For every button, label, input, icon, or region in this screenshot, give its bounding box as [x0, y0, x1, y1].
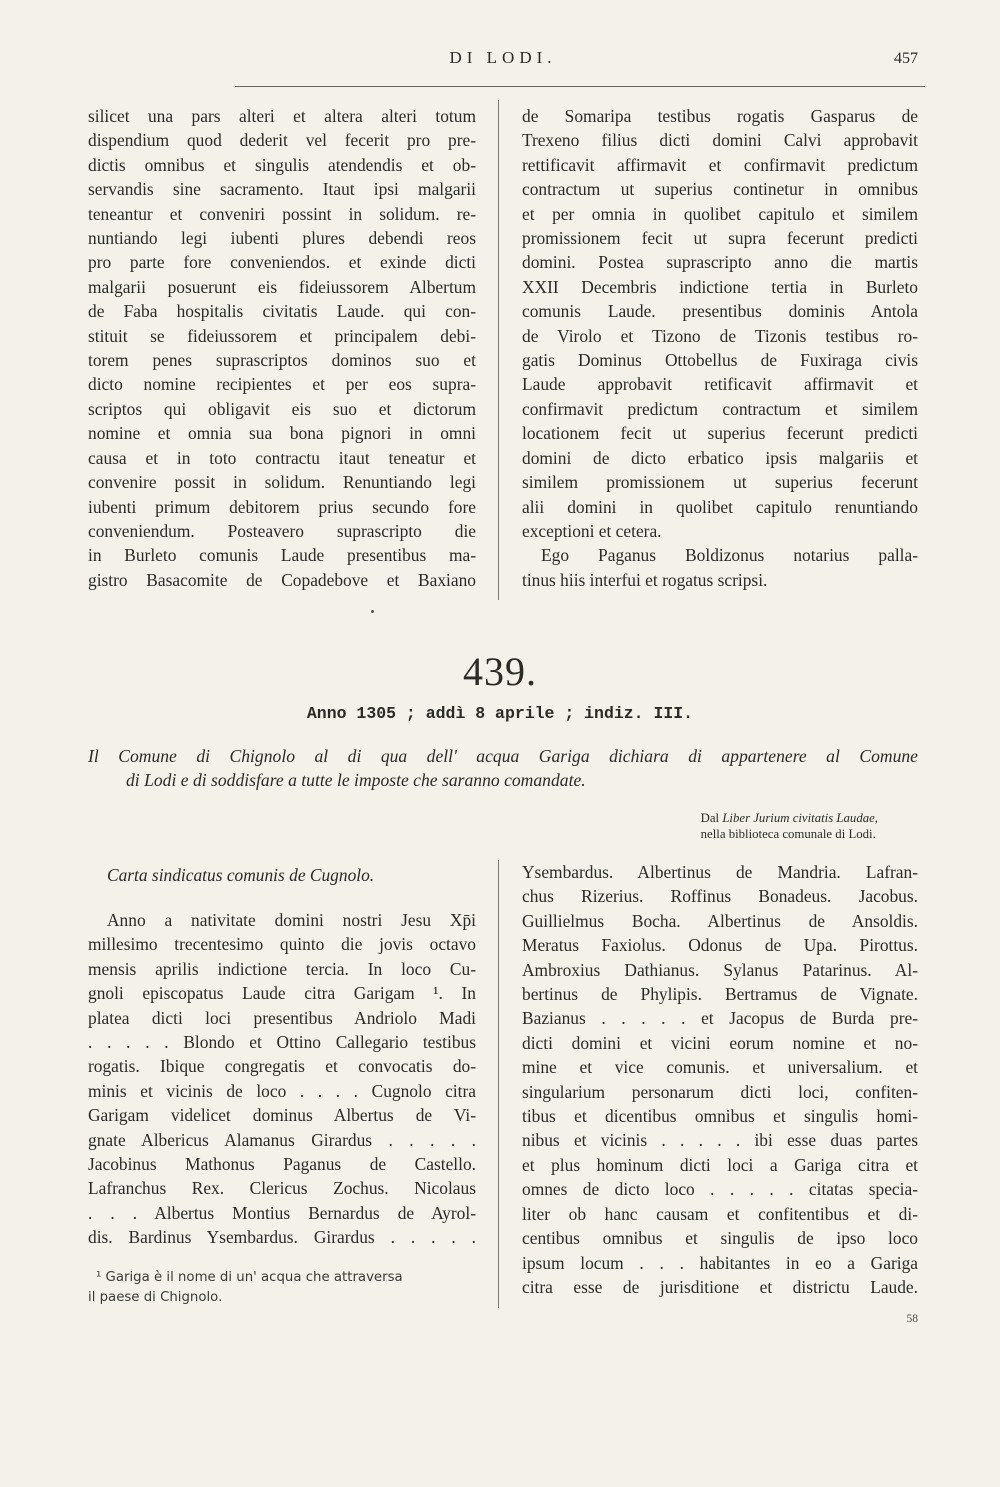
text-line: teneantur et conveniri possint in solidum. re-	[88, 203, 476, 224]
text-line: platea dicti loci presentibus Andriolo Madi	[88, 1007, 476, 1028]
summary-line: Il Comune di Chignolo al di qua dell' acqua Gariga dichiara di appartenere al Comune	[88, 746, 918, 766]
text-line: de Virolo et Tizono de Tizonis testibus ro-	[522, 325, 918, 346]
summary-line: di Lodi e di soddisfare a tutte le imposte che saranno comandate.	[126, 770, 586, 790]
text-line: nomine et omnia sua bona pignori in omni	[88, 423, 476, 444]
text-line: comunis Laude. presentibus dominis Antola	[522, 301, 918, 322]
text-line: chus Rizerius. Roffinus Bonadeus. Jacobus.	[522, 886, 918, 907]
footnote	[88, 1268, 480, 1308]
text-line: contractum ut superius continetur in omnibus	[522, 179, 918, 200]
document-summary	[88, 744, 918, 792]
text-line: locationem fecit ut superius fecerunt predicti	[522, 423, 918, 444]
text-line: causa et in toto contractu itaut teneatur et	[88, 447, 476, 468]
text-line: gnoli episcopatus Laude citra Garigam ¹. In	[88, 983, 476, 1004]
text-line: nuntiando legi iubenti plures debendi reos	[88, 228, 476, 249]
document-date: Anno 1305 ; addì 8 aprile ; indiz. III.	[306, 704, 694, 723]
text-line: Jacobinus Mathonus Paganus de Castello.	[88, 1154, 476, 1175]
notary-closing-line: tinus hiis interfui et rogatus scripsi.	[522, 569, 768, 590]
text-line: minis et vicinis de loco . . . . Cugnolo citra	[88, 1080, 476, 1101]
text-line: iubenti primum debitorem prius secundo fore	[88, 496, 476, 517]
notary-closing-line: Ego Paganus Boldizonus notarius palla-	[541, 545, 918, 566]
text-line: silicet una pars alteri et altera alteri totum	[88, 106, 476, 126]
running-title: DI LODI.	[449, 48, 557, 67]
text-line: malgarii posuerunt eis fideiussorem Albertum	[88, 276, 476, 297]
text-line: dis. Bardinus Ysembardus. Girardus . . . . .	[88, 1227, 476, 1248]
column-divider	[498, 100, 499, 600]
text-line: confirmavit predictum contractum et similem	[522, 398, 918, 419]
text-line: dispendium quod dederit vel fecerit pro pre-	[88, 130, 476, 151]
lower-left-column	[88, 908, 476, 1250]
text-line: dicti domini et vicini eorum nomine et no-	[522, 1032, 918, 1053]
text-line: torem penes suprascriptos dominos suo et	[88, 350, 476, 371]
text-line: Ysembardus. Albertinus de Mandria. Lafran-	[522, 862, 918, 882]
text-line: et per omnia in quolibet capitulo et similem	[522, 203, 918, 224]
text-line: liter ob hanc causam et confitentibus et di-	[522, 1203, 918, 1224]
text-line: gnate Albericus Alamanus Girardus . . . . .	[88, 1129, 476, 1150]
text-line: servandis sine sacramento. Itaut ipsi malgarii	[88, 179, 476, 200]
text-line: Bazianus . . . . . et Jacopus de Burda pre-	[522, 1008, 918, 1029]
text-line: mensis aprilis indictione tercia. In loco Cu-	[88, 958, 476, 979]
text-line: domini. Postea suprascripto anno die martis	[522, 252, 918, 273]
source-title: Liber Jurium civitatis Laudae,	[722, 811, 878, 825]
text-line: gatis Dominus Ottobellus de Fuxiraga civis	[522, 350, 918, 371]
header-rule	[235, 86, 925, 87]
lower-right-column	[522, 860, 918, 1299]
text-line: in Burleto comunis Laude presentibus ma-	[88, 545, 476, 566]
text-line: dicto nomine recipientes et per eos supra-	[88, 374, 476, 395]
upper-left-column	[88, 104, 476, 592]
footnote-line: il paese di Chignolo.	[88, 1290, 223, 1305]
document-number: 439.	[463, 649, 537, 694]
text-line: Trexeno filius dicti domini Calvi approbavit	[522, 130, 918, 151]
text-line: alii domini in quolibet capitulo renuntiando	[522, 496, 918, 517]
text-line: centibus omnibus et singulis de ipso loco	[522, 1228, 918, 1249]
text-line: de Faba hospitalis civitatis Laude. qui con-	[88, 301, 476, 322]
column-divider	[498, 860, 499, 1308]
text-line: nibus et vicinis . . . . . ibi esse duas partes	[522, 1130, 918, 1151]
text-line: . . . Albertus Montius Bernardus de Ayrol-	[88, 1202, 476, 1223]
text-line: singularium personarum dicti loci, confiten-	[522, 1081, 918, 1102]
text-line: Ambroxius Dathianus. Sylanus Patarinus. Al-	[522, 959, 918, 980]
text-line: similem promissionem ut superius fecerunt	[522, 472, 918, 493]
page-number: 457	[894, 50, 918, 67]
text-line: . . . . . Blondo et Ottino Callegario testibus	[88, 1032, 476, 1053]
signature-mark: 58	[906, 1313, 918, 1325]
text-line: de Somaripa testibus rogatis Gasparus de	[522, 106, 918, 126]
text-line: domini de dicto erbatico ipsis malgariis et	[522, 447, 918, 468]
running-head	[88, 46, 918, 74]
text-line: pro parte fore conveniendos. et exinde dicti	[88, 252, 476, 273]
text-line: tibus et dicentibus omnibus et singulis homi-	[522, 1106, 918, 1127]
text-line: omnes de dicto loco . . . . . citatas specia-	[522, 1179, 918, 1200]
text-line: scriptos qui obligavit eis suo et dictorum	[88, 398, 476, 419]
source-line: nella biblioteca comunale di Lodi.	[700, 827, 876, 841]
upper-right-column	[522, 104, 918, 592]
footnote-line: ¹ Gariga è il nome di un' acqua che attraversa	[96, 1270, 403, 1285]
source-line	[701, 810, 878, 826]
text-line: Guillielmus Bocha. Albertinus de Ansoldis.	[522, 910, 918, 931]
text-line: bertinus de Phylipis. Bertramus de Vignate.	[522, 984, 918, 1005]
text-line: stituit se fideiussorem et principalem debi-	[88, 325, 476, 346]
text-line: exceptioni et cetera.	[522, 520, 662, 541]
text-line: XXII Decembris indictione tertia in Burleto	[522, 276, 918, 297]
text-line: rettificavit affirmavit et confirmavit predictum	[522, 154, 918, 175]
source-prefix: Dal	[700, 811, 723, 825]
text-line: Garigam videlicet dominus Albertus de Vi-	[88, 1105, 476, 1126]
text-line: promissionem fecit ut supra fecerunt predicti	[522, 228, 918, 249]
text-line: conveniendum. Posteavero suprascripto die	[88, 520, 476, 541]
text-line: Meratus Faxiolus. Odonus de Upa. Pirottus.	[522, 935, 918, 956]
text-line: convenire possit in solidum. Renuntiando legi	[88, 472, 476, 493]
text-line: citra esse de jurisditione et districtu Laude.	[522, 1276, 918, 1297]
carta-title: Carta sindicatus comunis de Cugnolo.	[107, 865, 375, 885]
text-line: gistro Basacomite de Copadebove et Baxiano	[88, 569, 476, 590]
text-line: rogatis. Ibique congregatis et convocatis do-	[88, 1056, 476, 1077]
text-line: dictis omnibus et singulis atendendis et ob-	[88, 154, 476, 175]
print-speck	[371, 610, 374, 613]
text-line: ipsum locum . . . habitantes in eo a Gariga	[522, 1252, 918, 1273]
text-line: Lafranchus Rex. Clericus Zochus. Nicolaus	[88, 1178, 476, 1199]
document-source	[701, 810, 878, 842]
text-line: Laude approbavit retificavit affirmavit et	[522, 374, 918, 395]
text-line: mine et vice comunis. et universalium. et	[522, 1057, 918, 1078]
text-line: Anno a nativitate domini nostri Jesu Xp̄i	[107, 910, 476, 930]
text-line: et plus hominum dicti loci a Gariga citra et	[522, 1154, 918, 1175]
text-line: millesimo trecentesimo quinto die jovis octavo	[88, 934, 476, 955]
